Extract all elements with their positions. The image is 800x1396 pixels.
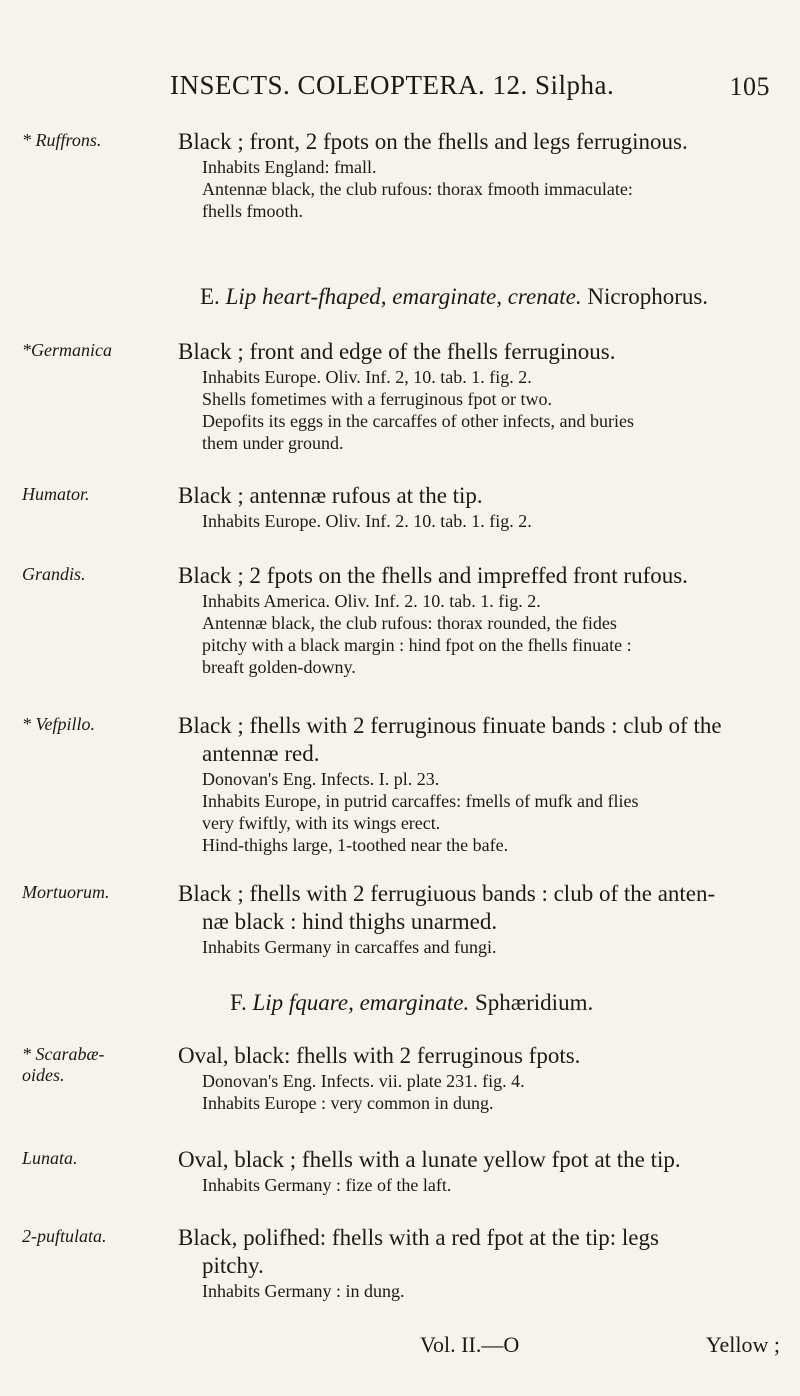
species-description: Black ; front, 2 fpots on the fhells and legs ferruginous. Inhabits England: fmall. Antennæ black, the club rufous: thorax fmooth immaculate: fhells fmooth.: [178, 129, 688, 221]
running-title: INSECTS. COLEOPTERA. 12. Silpha.: [170, 70, 615, 100]
species-description: Black ; fhells with 2 ferruginous finuate bands : club of the antennæ red. Donovan's Eng. Infects. I. pl. 23. Inhabits Europe, in putrid carcaffes: fmells of mufk and flies very fwiftly, with its wings erect. Hind-thighs large, 1-toothed near the bafe.: [178, 713, 722, 855]
section-heading-e: E. Lip heart-fhaped, emarginate, crenate. Nicrophorus.: [200, 284, 709, 309]
species-description: Black ; fhells with 2 ferrugiuous bands : club of the anten- næ black : hind thighs unarmed. Inhabits Germany in carcaffes and fungi.: [178, 881, 716, 957]
running-header: [170, 70, 770, 101]
species-name: * Scarabæ- oides.: [22, 1044, 105, 1085]
section-heading-f: F. Lip fquare, emarginate. Sphæridium.: [230, 990, 594, 1015]
signature-mark: Vol. II.—O: [420, 1332, 520, 1357]
species-name: Grandis.: [22, 564, 86, 584]
catchword: Yellow ;: [705, 1332, 780, 1357]
page-number: 105: [729, 72, 770, 101]
species-description: Oval, black ; fhells with a lunate yellow fpot at the tip. Inhabits Germany : fize of the laft.: [178, 1147, 681, 1195]
page-footer: [420, 1332, 780, 1358]
species-name: Humator.: [22, 484, 90, 504]
species-name: Lunata.: [22, 1148, 78, 1168]
species-description: Black, polifhed: fhells with a red fpot at the tip: legs pitchy. Inhabits Germany : in dung.: [178, 1225, 659, 1301]
species-name: * Ruffrons.: [22, 130, 102, 150]
species-description: Oval, black: fhells with 2 ferruginous fpots. Donovan's Eng. Infects. vii. plate 231. fig. 4. Inhabits Europe : very common in dung.: [178, 1043, 581, 1113]
species-name: * Vefpillo.: [22, 714, 95, 734]
species-name: Mortuorum.: [22, 882, 110, 902]
species-description: Black ; front and edge of the fhells ferruginous. Inhabits Europe. Oliv. Inf. 2, 10. tab. 1. fig. 2. Shells fometimes with a ferruginous fpot or two. Depofits its eggs in the carcaffes of other infects, and buries them under ground.: [178, 339, 635, 453]
species-name: *Germanica: [22, 340, 112, 360]
species-name: 2-puftulata.: [22, 1226, 107, 1246]
species-description: Black ; antennæ rufous at the tip. Inhabits Europe. Oliv. Inf. 2. 10. tab. 1. fig. 2.: [178, 483, 532, 531]
species-description: Black ; 2 fpots on the fhells and impreffed front rufous. Inhabits America. Oliv. Inf. 2. 10. tab. 1. fig. 2. Antennæ black, the club rufous: thorax rounded, the fides pitchy with a black margin : hind fpot on the fhells finuate : breaft golden-downy.: [178, 563, 688, 677]
